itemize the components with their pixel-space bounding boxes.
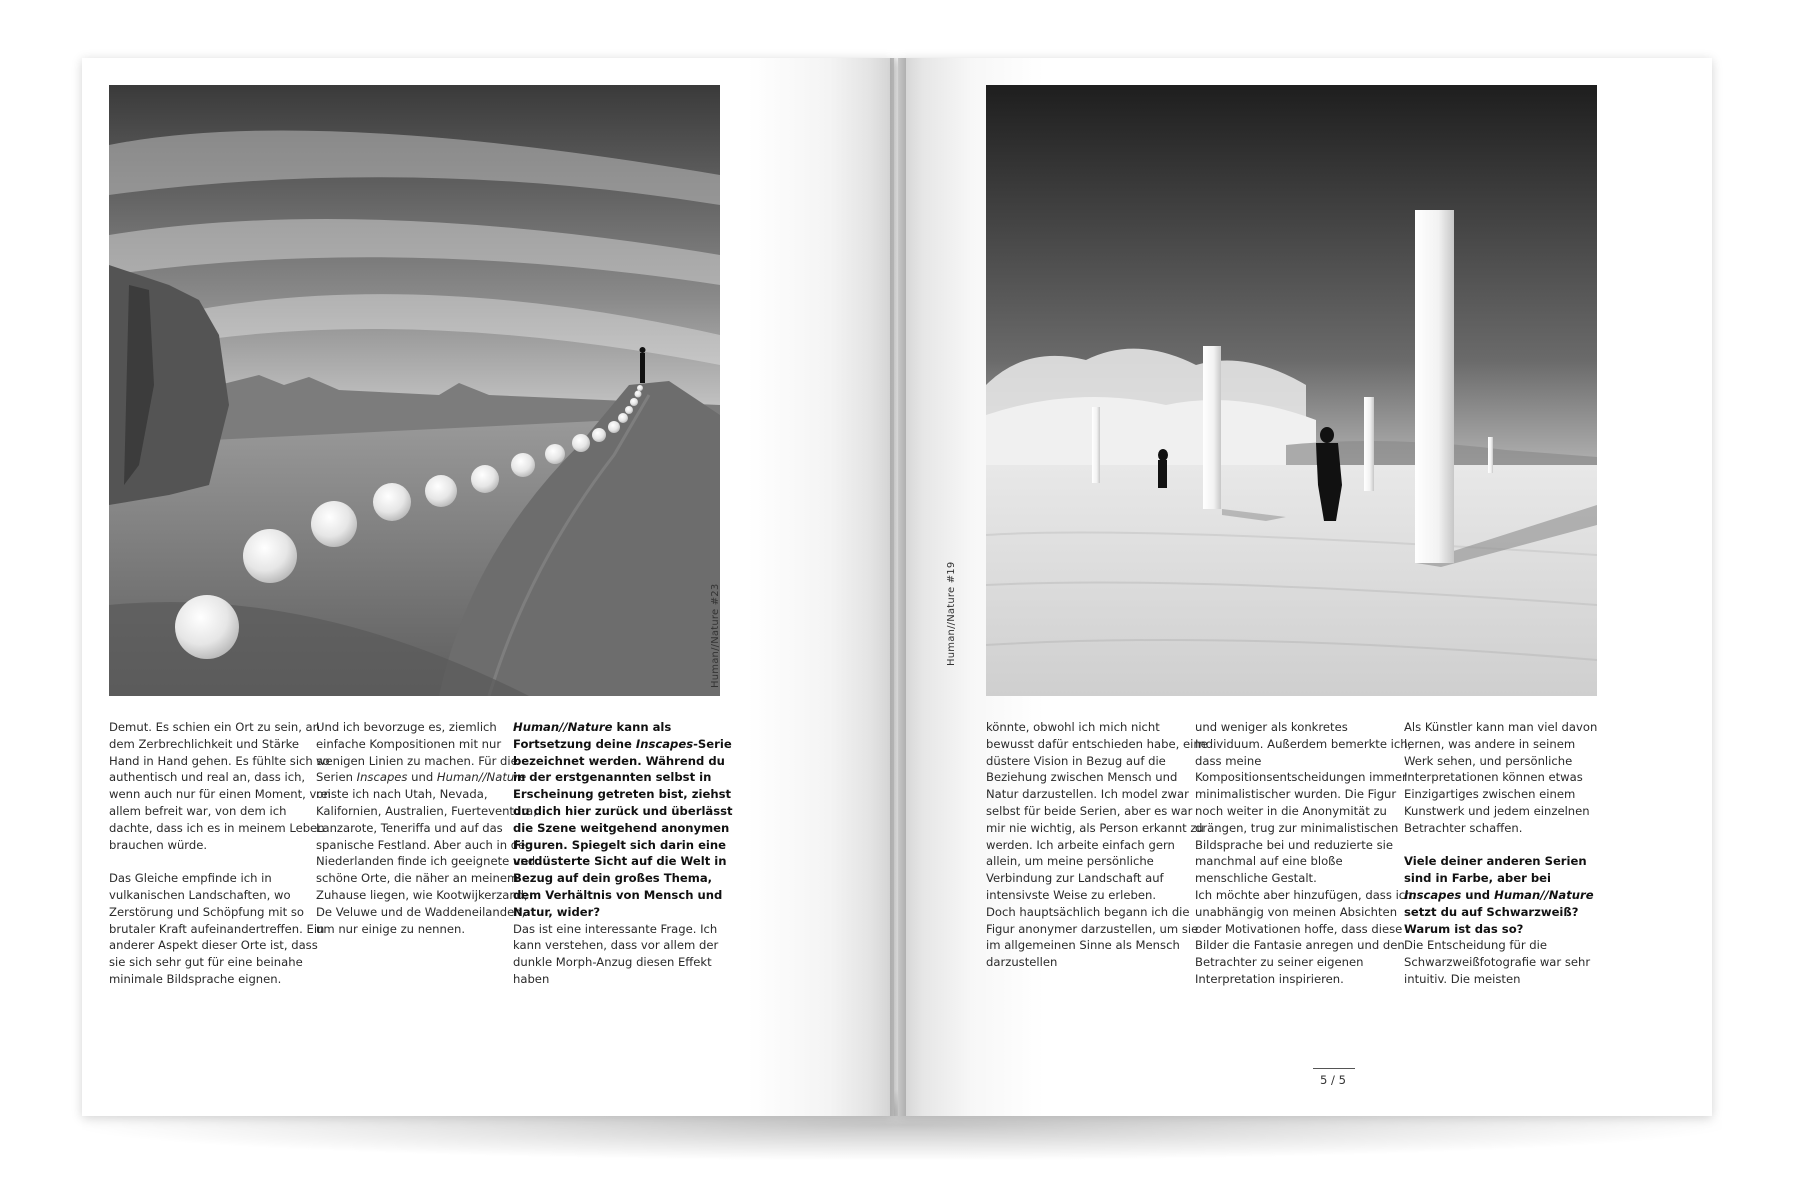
- left-column-3: [513, 719, 735, 988]
- paragraph: und weniger als konkretes Individuum. Außerdem bemerkte ich, dass meine Kompositionsentscheidungen immer minimalistischer wurden. Die Figur noch weiter in die Anonymität zu drängen, trug zur minimalistischen Bildsprache bei und reduzierte sie manchmal auf eine bloße menschliche Gestalt.: [1195, 720, 1412, 886]
- interview-question: Viele deiner anderen Serien sind in Farbe, aber bei Inscapes und Human//Nature setzt du auf Schwarzweiß? Warum ist das so?: [1404, 854, 1594, 936]
- paragraph: Demut. Es schien ein Ort zu sein, an dem Zerbrechlichkeit und Stärke Hand in Hand gehen. Es fühlte sich so authentisch und real an, dass ich, wenn auch nur für einen Moment, von allem befreit war, von dem ich dachte, dass ich es in meinem Leben brauchen würde.: [109, 720, 331, 852]
- right-column-3: [1404, 719, 1604, 988]
- interview-question: Human//Nature kann als Fortsetzung deine Inscapes-Serie bezeichnet werden. Während du in der erstgenannten selbst in Erscheinung getreten bist, ziehst du dich hier zurück und überlässt die Szene weitgehend anonymen Figuren. Spiegelt sich darin eine verdüsterte Sicht auf die Welt in Bezug auf dein großes Thema, dem Verhältnis von Mensch und Natur, wider?: [513, 720, 733, 919]
- left-column-1: [109, 719, 331, 988]
- interview-answer: Die Entscheidung für die Schwarzweißfotografie war sehr intuitiv. Die meisten: [1404, 938, 1591, 986]
- paragraph: Und ich bevorzuge es, ziemlich einfache Kompositionen mit nur wenigen Linien zu machen. Für die Serien Inscapes und Human//Nature reiste ich nach Utah, Nevada, Kalifornien, Australien, Fuerteventura, Lanzarote, Teneriffa und auf das spanische Festland. Aber auch in den Niederlanden finde ich geeignete und schöne Orte, die näher an meinem Zuhause liegen, wie Kootwijkerzand, De Veluwe und de Waddeneilanden, um nur einige zu nennen.: [316, 720, 537, 936]
- folio-rule: [1313, 1068, 1355, 1069]
- paragraph: könnte, obwohl ich mich nicht bewusst dafür entschieden habe, eine düstere Vision in Bezug auf die Beziehung zwischen Mensch und Natur darzustellen. Ich model zwar selbst für beide Serien, aber es war mir nie wichtig, als Person erkannt zu werden. Ich arbeite einfach gern allein, um meine persönliche Verbindung zur Landschaft auf intensivste Weise zu erleben.: [986, 720, 1208, 902]
- photo-caption-right: Human//Nature #19: [946, 561, 957, 666]
- right-page: [898, 58, 1712, 1116]
- paragraph: Ich möchte aber hinzufügen, dass ich unabhängig von meinen Absichten oder Motivationen hoffe, dass diese Bilder die Fantasie anregen und den Betrachter zu seiner eigenen Interpretation inspirieren.: [1195, 887, 1413, 986]
- interview-answer: Das ist eine interessante Frage. Ich kann verstehen, dass vor allem der dunkle Morph-Anzug diesen Effekt haben: [513, 921, 719, 986]
- page-number: 5 / 5: [1319, 1073, 1347, 1087]
- paragraph: Das Gleiche empfinde ich in vulkanischen Landschaften, wo Zerstörung und Schöpfung mit so brutaler Kraft aufeinandertreffen. Ein anderer Aspekt dieser Orte ist, dass sie sich sehr gut für eine beinahe minimale Bildsprache eignen.: [109, 871, 325, 986]
- left-column-2: [316, 719, 538, 937]
- photo-caption-left: Human//Nature #23: [710, 583, 721, 688]
- paragraph: Doch hauptsächlich begann ich die Figur anonymer darzustellen, um sie im allgemeinen Sinne als Mensch darzustellen: [986, 904, 1199, 970]
- landscape-photo-spheres: [109, 85, 720, 696]
- right-column-2: [1195, 719, 1417, 988]
- paragraph: Als Künstler kann man viel davon lernen, was andere in seinem Werk sehen, und persönliche Interpretationen können etwas Einzigartiges zwischen einem Kunstwerk und jedem einzelnen Betrachter schaffen.: [1404, 720, 1598, 835]
- left-page: [82, 58, 894, 1116]
- desert-photo-pillars: [986, 85, 1597, 696]
- book-spine: [890, 58, 906, 1116]
- right-column-1: [986, 719, 1208, 971]
